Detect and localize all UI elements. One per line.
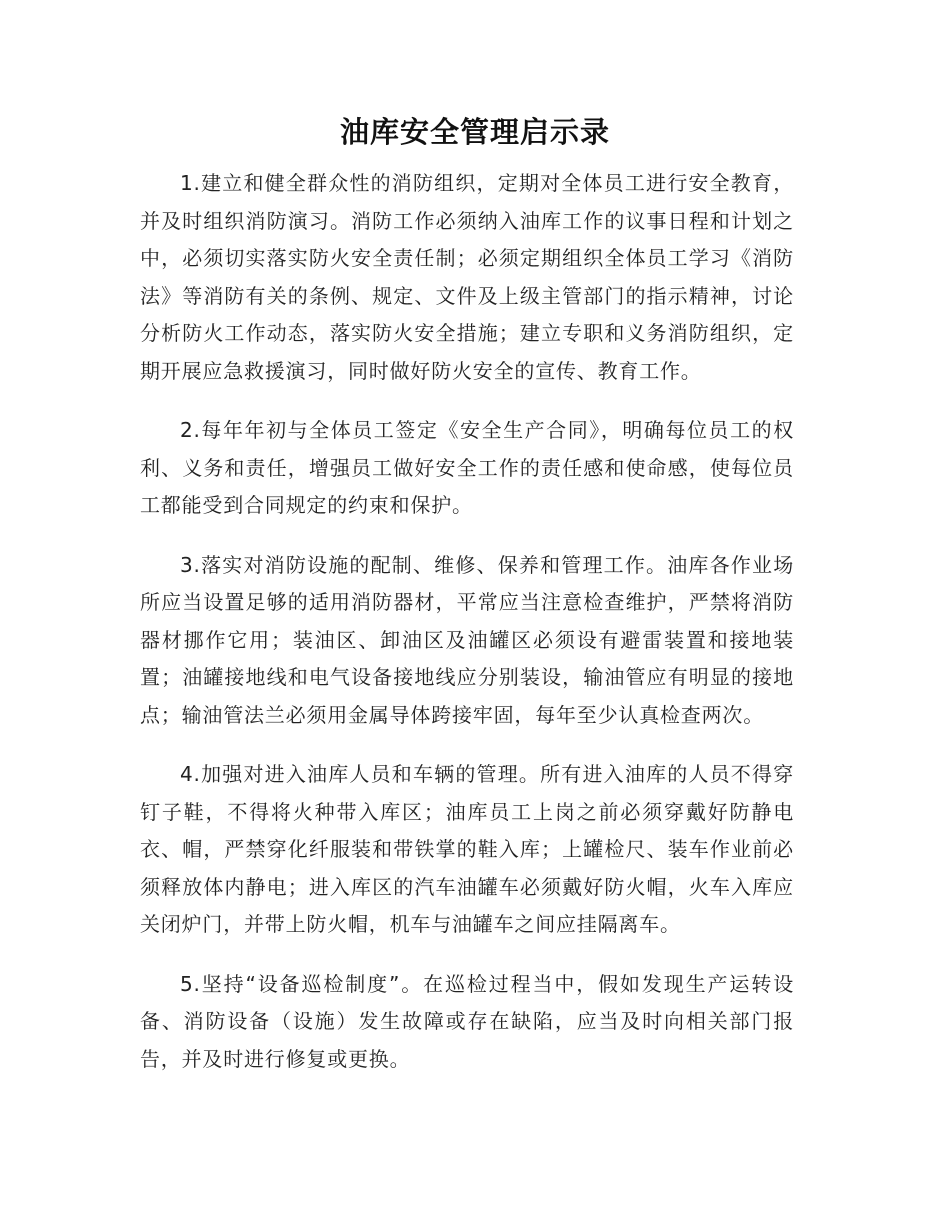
paragraph-5: 5.坚持“设备巡检制度”。在巡检过程当中，假如发现生产运转设备、消防设备（设施）发生故障或存在缺陷，应当及时向相关部门报告，并及时进行修复或更换。	[140, 971, 794, 1071]
document-body	[140, 165, 794, 1100]
document-title: 油库安全管理启示录	[339, 115, 610, 149]
paragraph-4: 4.加强对进入油库人员和车辆的管理。所有进入油库的人员不得穿钉子鞋，不得将火种带入库区；油库员工上岗之前必须穿戴好防静电衣、帽，严禁穿化纤服装和带铁掌的鞋入库；上罐检尺、装车作业前必须释放体内静电；进入库区的汽车油罐车必须戴好防火帽，火车入库应关闭炉门，并带上防火帽，机车与油罐车之间应挂隔离车。	[140, 762, 794, 936]
paragraph-1: 1.建立和健全群众性的消防组织，定期对全体员工进行安全教育，并及时组织消防演习。消防工作必须纳入油库工作的议事日程和计划之中，必须切实落实防火安全责任制；必须定期组织全体员工学习《消防法》等消防有关的条例、规定、文件及上级主管部门的指示精神，讨论分析防火工作动态，落实防火安全措施；建立专职和义务消防组织，定期开展应急救援演习，同时做好防火安全的宣传、教育工作。	[140, 171, 794, 383]
paragraph-3: 3.落实对消防设施的配制、维修、保养和管理工作。油库各作业场所应当设置足够的适用消防器材，平常应当注意检查维护，严禁将消防器材挪作它用；装油区、卸油区及油罐区必须设有避雷装置和接地装置；油罐接地线和电气设备接地线应分别装设，输油管应有明显的接地点；输油管法兰必须用金属导体跨接牢固，每年至少认真检查两次。	[140, 552, 794, 727]
paragraph-2: 2.每年年初与全体员工签定《安全生产合同》，明确每位员工的权利、义务和责任，增强员工做好安全工作的责任感和使命感，使每位员工都能受到合同规定的约束和保护。	[140, 418, 794, 517]
